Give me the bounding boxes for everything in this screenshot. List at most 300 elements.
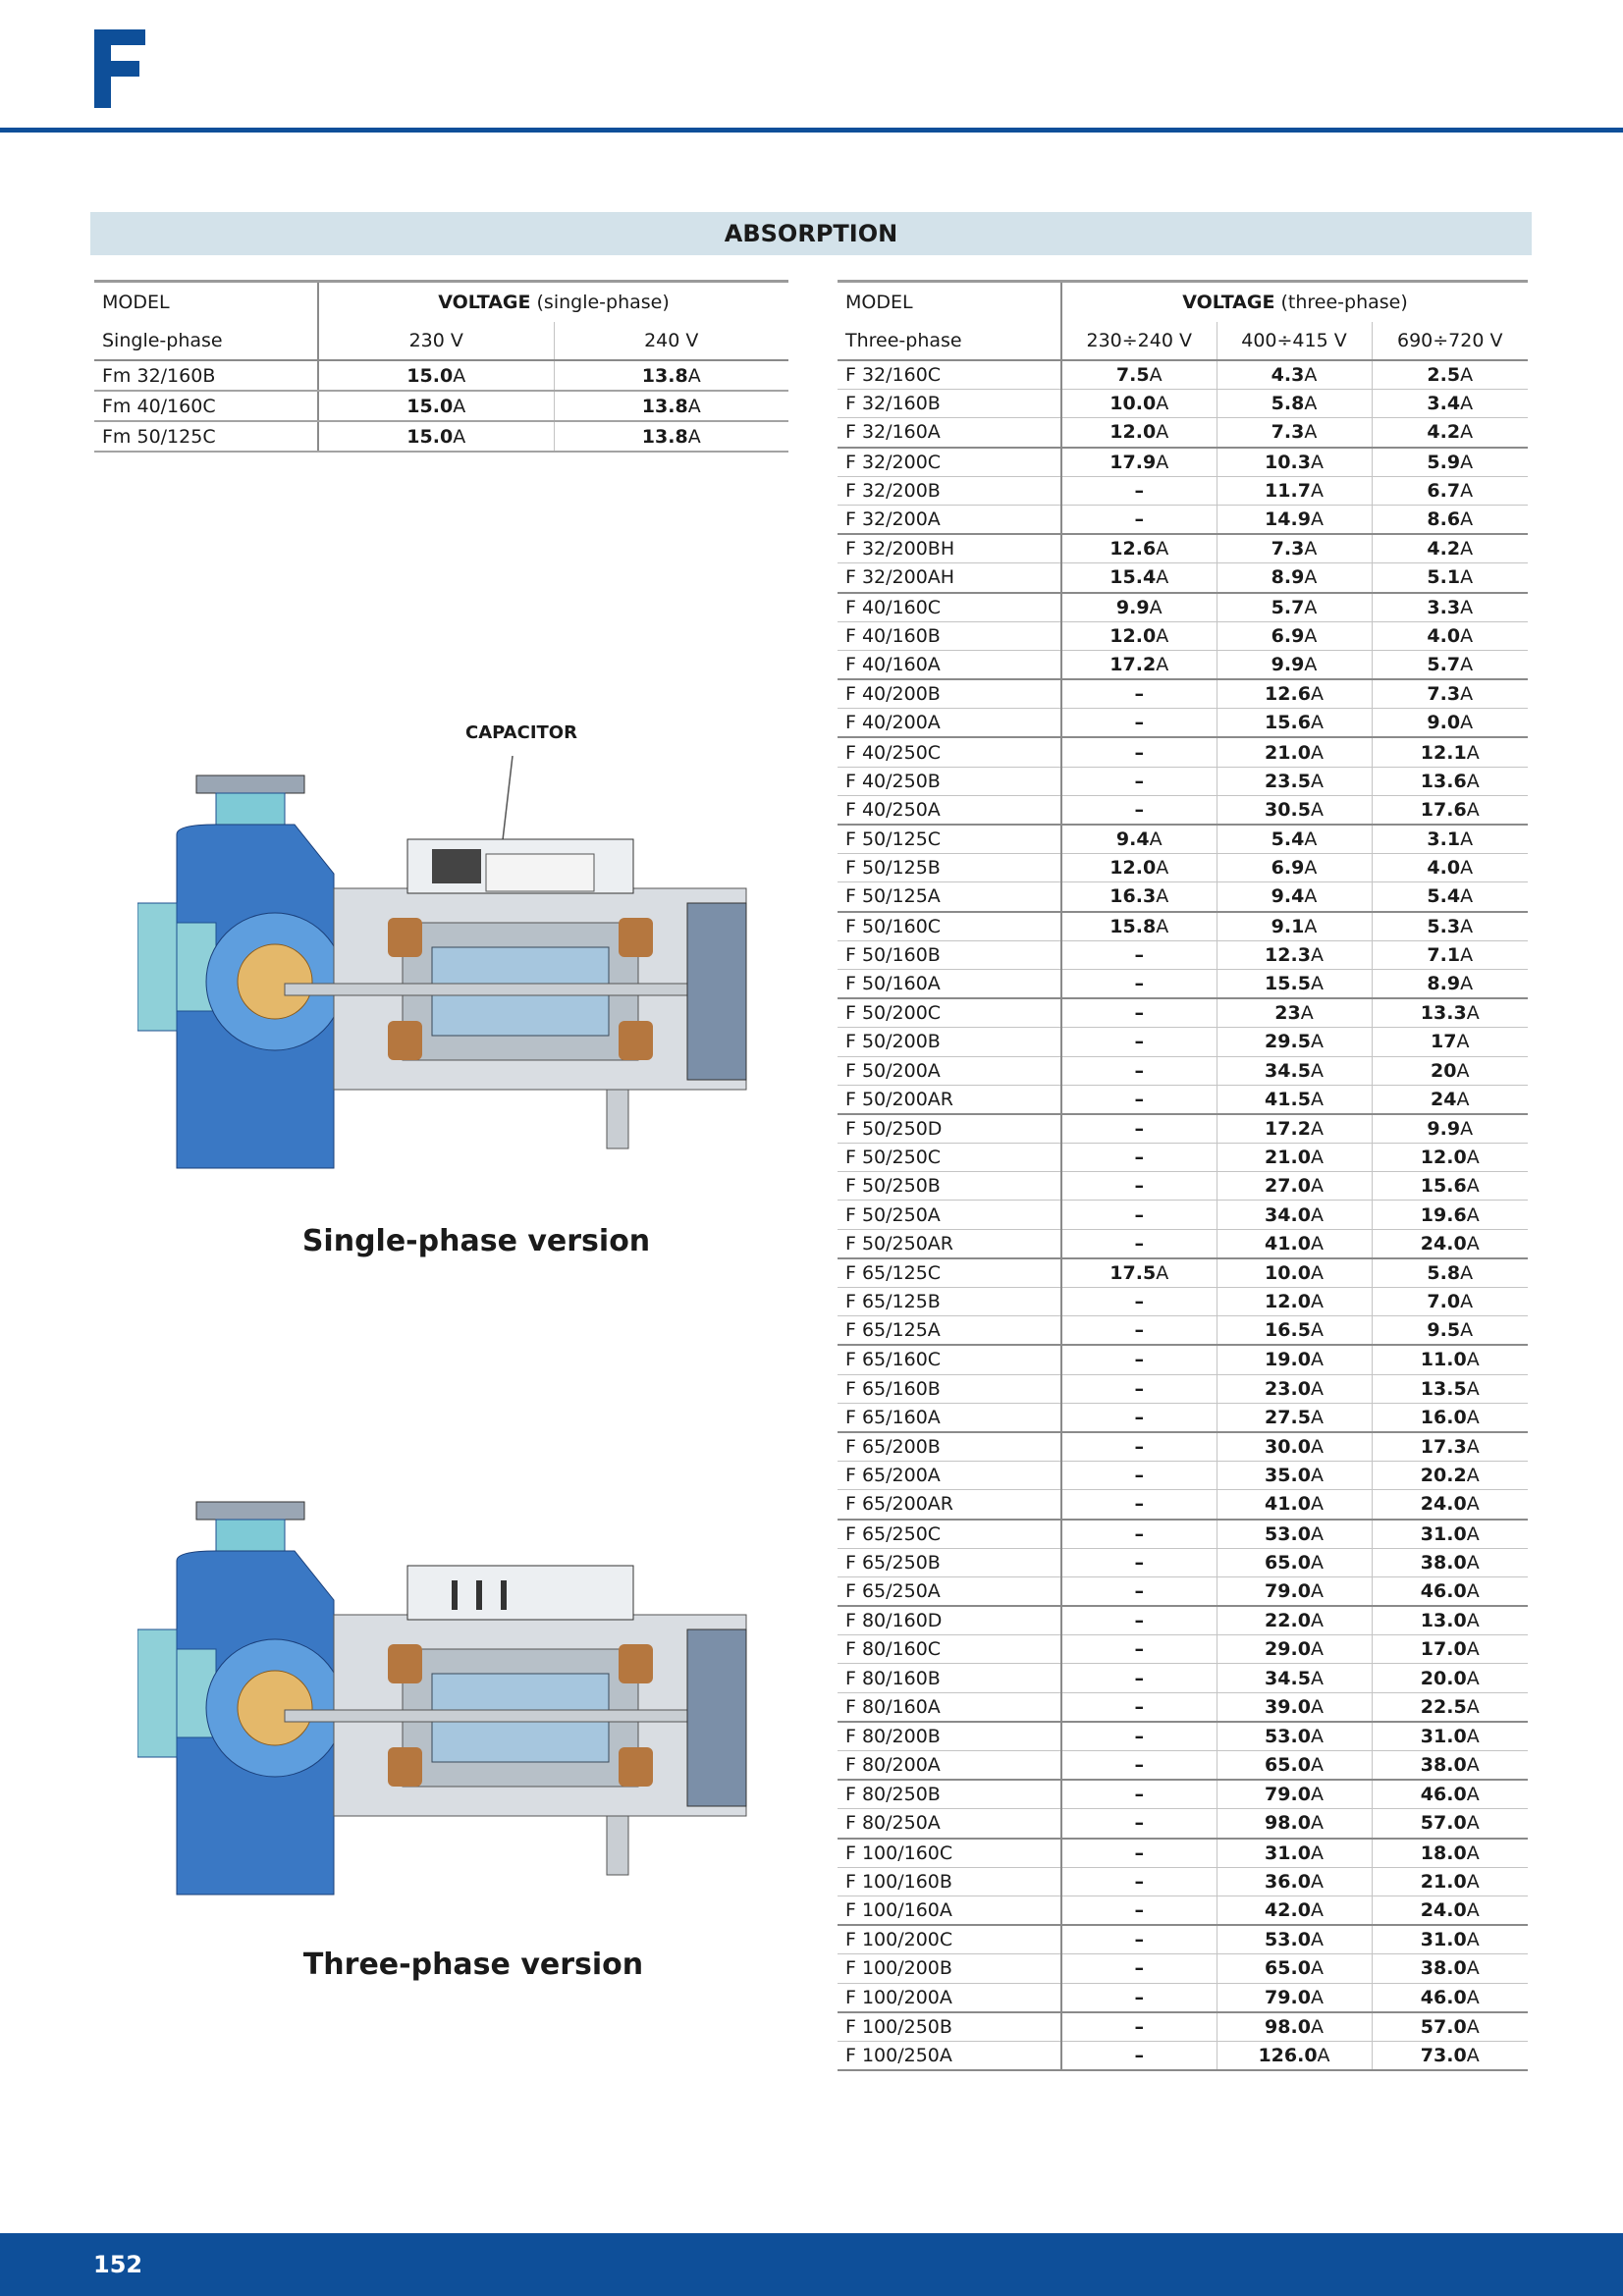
cell-model: F 65/250C xyxy=(838,1520,1061,1549)
cell-value: 38.0A xyxy=(1372,1954,1528,1983)
cell-value: 16.0A xyxy=(1372,1403,1528,1432)
table-row xyxy=(838,1576,1528,1606)
cell-value: 7.3A xyxy=(1217,418,1372,448)
cell-value: 15.8A xyxy=(1061,912,1217,941)
cell-model: F 65/250B xyxy=(838,1548,1061,1576)
cell-model: F 80/250A xyxy=(838,1809,1061,1839)
table-row xyxy=(838,737,1528,767)
three-phase-caption: Three-phase version xyxy=(302,1948,644,1982)
cell-value: 12.6A xyxy=(1217,679,1372,709)
cell-value: – xyxy=(1061,1606,1217,1635)
cell-value: 12.6A xyxy=(1061,534,1217,563)
table-row xyxy=(838,1896,1528,1925)
footer-bar xyxy=(0,2233,1623,2296)
table-row xyxy=(838,1548,1528,1576)
cell-model: F 50/125B xyxy=(838,854,1061,882)
table-row xyxy=(838,418,1528,448)
cell-model: F 40/250B xyxy=(838,767,1061,795)
table-row xyxy=(838,534,1528,563)
table-row xyxy=(838,1867,1528,1896)
cell-value: 12.0A xyxy=(1372,1144,1528,1172)
cell-model: F 32/160C xyxy=(838,360,1061,390)
table-row xyxy=(838,1722,1528,1751)
cell-value: – xyxy=(1061,1085,1217,1114)
cell-model: F 100/200B xyxy=(838,1954,1061,1983)
cell-value: – xyxy=(1061,505,1217,534)
cell-value: – xyxy=(1061,2012,1217,2042)
cell-value: 7.1A xyxy=(1372,940,1528,969)
cell-value: – xyxy=(1061,1201,1217,1229)
cell-value: 13.8A xyxy=(554,360,788,391)
cell-value: – xyxy=(1061,940,1217,969)
cell-value: 7.0A xyxy=(1372,1288,1528,1316)
sub-690-720v: 690÷720 V xyxy=(1372,322,1528,360)
cell-value: – xyxy=(1061,1374,1217,1403)
cell-value: 5.7A xyxy=(1217,593,1372,622)
cell-value: 13.0A xyxy=(1372,1606,1528,1635)
cell-model: F 100/160A xyxy=(838,1896,1061,1925)
page-number: 152 xyxy=(93,2251,143,2278)
cell-model: F 32/200A xyxy=(838,505,1061,534)
cell-value: 15.4A xyxy=(1061,563,1217,593)
cell-value: – xyxy=(1061,1780,1217,1809)
cell-value: 17.2A xyxy=(1061,650,1217,679)
table-row xyxy=(838,2041,1528,2070)
table-row xyxy=(838,882,1528,912)
cell-value: 6.9A xyxy=(1217,854,1372,882)
cell-value: 2.5A xyxy=(1372,360,1528,390)
cell-value: 9.5A xyxy=(1372,1316,1528,1346)
single-phase-caption: Single-phase version xyxy=(301,1224,651,1258)
cell-model: F 40/160C xyxy=(838,593,1061,622)
cell-value: 15.5A xyxy=(1217,969,1372,998)
table-row xyxy=(838,825,1528,854)
table-row xyxy=(94,360,788,391)
cell-value: 30.5A xyxy=(1217,795,1372,825)
cell-value: 8.9A xyxy=(1372,969,1528,998)
cell-value: – xyxy=(1061,1403,1217,1432)
table-row xyxy=(838,1780,1528,1809)
cell-value: 20A xyxy=(1372,1056,1528,1085)
cell-model: F 65/200B xyxy=(838,1432,1061,1462)
table-row xyxy=(838,1201,1528,1229)
cell-model: F 65/250A xyxy=(838,1576,1061,1606)
cell-value: 126.0A xyxy=(1217,2041,1372,2070)
cell-value: 57.0A xyxy=(1372,1809,1528,1839)
cell-model: F 65/160A xyxy=(838,1403,1061,1432)
motor-body xyxy=(285,1566,746,1875)
cell-value: 73.0A xyxy=(1372,2041,1528,2070)
table-row xyxy=(838,1490,1528,1520)
sub-model: Three-phase xyxy=(845,330,962,351)
table-row xyxy=(838,476,1528,505)
pump-volute xyxy=(137,775,344,1168)
pump-volute xyxy=(137,1502,344,1895)
cell-value: – xyxy=(1061,1809,1217,1839)
cell-value: 9.9A xyxy=(1372,1114,1528,1144)
table-row xyxy=(838,1056,1528,1085)
cell-model: F 32/160A xyxy=(838,418,1061,448)
cell-value: – xyxy=(1061,1056,1217,1085)
cell-value: 30.0A xyxy=(1217,1432,1372,1462)
cell-value: 65.0A xyxy=(1217,1954,1372,1983)
cell-model: F 65/125C xyxy=(838,1258,1061,1288)
motor-body xyxy=(285,839,746,1148)
cell-value: – xyxy=(1061,1925,1217,1954)
cell-value: 24.0A xyxy=(1372,1896,1528,1925)
cell-model: F 100/200C xyxy=(838,1925,1061,1954)
cell-value: 23A xyxy=(1217,998,1372,1028)
table-row xyxy=(838,1692,1528,1722)
single-phase-pump-illustration xyxy=(137,756,766,1178)
cell-value: 27.0A xyxy=(1217,1172,1372,1201)
cell-value: 22.0A xyxy=(1217,1606,1372,1635)
cell-value: 24A xyxy=(1372,1085,1528,1114)
cell-value: 46.0A xyxy=(1372,1780,1528,1809)
cell-value: 17.3A xyxy=(1372,1432,1528,1462)
cell-value: – xyxy=(1061,1316,1217,1346)
cell-value: 5.1A xyxy=(1372,563,1528,593)
cell-value: 5.8A xyxy=(1217,390,1372,418)
cell-value: 9.1A xyxy=(1217,912,1372,941)
cell-value: – xyxy=(1061,1692,1217,1722)
cell-model: F 50/250AR xyxy=(838,1229,1061,1258)
cell-value: 12.0A xyxy=(1061,621,1217,650)
cell-value: 13.5A xyxy=(1372,1374,1528,1403)
cell-model: F 32/200C xyxy=(838,448,1061,477)
cell-model: F 50/250A xyxy=(838,1201,1061,1229)
capacitor-label: CAPACITOR xyxy=(465,722,577,743)
cell-value: 3.3A xyxy=(1372,593,1528,622)
table-row xyxy=(838,1839,1528,1868)
cell-value: – xyxy=(1061,1144,1217,1172)
cell-model: F 50/125C xyxy=(838,825,1061,854)
table-row xyxy=(838,912,1528,941)
cell-model: F 100/250A xyxy=(838,2041,1061,2070)
cell-value: – xyxy=(1061,969,1217,998)
cell-value: 79.0A xyxy=(1217,1983,1372,2012)
cell-value: – xyxy=(1061,1114,1217,1144)
cell-model: F 100/200A xyxy=(838,1983,1061,2012)
table-row xyxy=(838,1954,1528,1983)
cell-value: 41.5A xyxy=(1217,1085,1372,1114)
cell-value: 79.0A xyxy=(1217,1576,1372,1606)
sub-230v: 230 V xyxy=(318,322,554,360)
cell-value: – xyxy=(1061,1229,1217,1258)
cell-value: 21.0A xyxy=(1372,1867,1528,1896)
cell-value: 38.0A xyxy=(1372,1751,1528,1781)
table-row xyxy=(838,390,1528,418)
cell-model: F 32/200B xyxy=(838,476,1061,505)
table-row xyxy=(838,621,1528,650)
sub-240v: 240 V xyxy=(554,322,788,360)
cell-value: 10.0A xyxy=(1217,1258,1372,1288)
cell-value: 15.0A xyxy=(318,391,554,421)
cell-value: 12.1A xyxy=(1372,737,1528,767)
cell-value: – xyxy=(1061,1722,1217,1751)
cell-model: F 50/200C xyxy=(838,998,1061,1028)
table-row xyxy=(838,1085,1528,1114)
cell-value: – xyxy=(1061,1839,1217,1868)
cell-value: 34.5A xyxy=(1217,1664,1372,1692)
cell-value: – xyxy=(1061,1576,1217,1606)
cell-value: 24.0A xyxy=(1372,1490,1528,1520)
cell-value: 31.0A xyxy=(1217,1839,1372,1868)
cell-value: – xyxy=(1061,2041,1217,2070)
cell-value: – xyxy=(1061,679,1217,709)
cell-value: 17A xyxy=(1372,1028,1528,1056)
cell-value: 4.2A xyxy=(1372,534,1528,563)
table-row xyxy=(838,1172,1528,1201)
cell-value: – xyxy=(1061,1520,1217,1549)
cell-model: Fm 32/160B xyxy=(94,360,318,391)
cell-value: 7.3A xyxy=(1372,679,1528,709)
cell-model: F 80/250B xyxy=(838,1780,1061,1809)
cell-value: 41.0A xyxy=(1217,1229,1372,1258)
cell-model: F 50/250C xyxy=(838,1144,1061,1172)
table-row xyxy=(94,421,788,452)
table-row xyxy=(838,1432,1528,1462)
table-row xyxy=(94,391,788,421)
cell-model: F 80/160C xyxy=(838,1635,1061,1664)
cell-value: – xyxy=(1061,1896,1217,1925)
cell-value: 79.0A xyxy=(1217,1780,1372,1809)
cell-value: 27.5A xyxy=(1217,1403,1372,1432)
table-row xyxy=(838,969,1528,998)
cell-value: – xyxy=(1061,1635,1217,1664)
cell-value: – xyxy=(1061,1664,1217,1692)
cell-value: 23.5A xyxy=(1217,767,1372,795)
cell-value: 16.5A xyxy=(1217,1316,1372,1346)
table-row xyxy=(838,1983,1528,2012)
cell-model: F 32/160B xyxy=(838,390,1061,418)
cell-value: – xyxy=(1061,1490,1217,1520)
single-phase-table xyxy=(94,280,788,453)
table-row xyxy=(838,1403,1528,1432)
cell-value: 9.9A xyxy=(1217,650,1372,679)
cell-value: 4.0A xyxy=(1372,854,1528,882)
cell-value: 15.6A xyxy=(1217,709,1372,738)
cell-value: – xyxy=(1061,795,1217,825)
cell-value: 9.0A xyxy=(1372,709,1528,738)
cell-value: 31.0A xyxy=(1372,1722,1528,1751)
cell-model: F 80/160B xyxy=(838,1664,1061,1692)
cell-model: F 100/160B xyxy=(838,1867,1061,1896)
cell-value: 19.0A xyxy=(1217,1345,1372,1374)
cell-value: 20.2A xyxy=(1372,1462,1528,1490)
cell-model: F 100/160C xyxy=(838,1839,1061,1868)
cell-value: – xyxy=(1061,1548,1217,1576)
cell-model: F 50/125A xyxy=(838,882,1061,912)
table-row xyxy=(838,709,1528,738)
cell-value: 35.0A xyxy=(1217,1462,1372,1490)
cell-model: F 32/200BH xyxy=(838,534,1061,563)
table-row xyxy=(838,1520,1528,1549)
cell-value: 5.7A xyxy=(1372,650,1528,679)
cell-value: – xyxy=(1061,1954,1217,1983)
cell-model: F 50/160B xyxy=(838,940,1061,969)
cell-value: 21.0A xyxy=(1217,737,1372,767)
cell-value: 11.7A xyxy=(1217,476,1372,505)
cell-model: F 40/200B xyxy=(838,679,1061,709)
cell-value: 24.0A xyxy=(1372,1229,1528,1258)
cell-value: – xyxy=(1061,1983,1217,2012)
cell-value: 3.4A xyxy=(1372,390,1528,418)
cell-value: 10.3A xyxy=(1217,448,1372,477)
cell-value: 5.8A xyxy=(1372,1258,1528,1288)
cell-model: Fm 50/125C xyxy=(94,421,318,452)
cell-value: 46.0A xyxy=(1372,1576,1528,1606)
table-row xyxy=(838,505,1528,534)
cell-model: F 65/200AR xyxy=(838,1490,1061,1520)
cell-value: 4.0A xyxy=(1372,621,1528,650)
cell-model: F 65/160C xyxy=(838,1345,1061,1374)
cell-value: 17.5A xyxy=(1061,1258,1217,1288)
cell-value: 34.5A xyxy=(1217,1056,1372,1085)
cell-model: F 40/200A xyxy=(838,709,1061,738)
cell-value: 39.0A xyxy=(1217,1692,1372,1722)
cell-value: 6.9A xyxy=(1217,621,1372,650)
table-row xyxy=(838,998,1528,1028)
cell-value: 13.3A xyxy=(1372,998,1528,1028)
cell-model: F 40/250A xyxy=(838,795,1061,825)
cell-value: 7.5A xyxy=(1061,360,1217,390)
table-row xyxy=(838,1028,1528,1056)
table-row xyxy=(838,1635,1528,1664)
cell-value: 23.0A xyxy=(1217,1374,1372,1403)
cell-value: 10.0A xyxy=(1061,390,1217,418)
three-phase-pump-illustration xyxy=(137,1492,766,1914)
cell-value: – xyxy=(1061,1867,1217,1896)
table-row xyxy=(838,1809,1528,1839)
cell-model: F 40/160A xyxy=(838,650,1061,679)
table-row xyxy=(838,679,1528,709)
cell-model: Fm 40/160C xyxy=(94,391,318,421)
table-row xyxy=(838,563,1528,593)
cell-value: 18.0A xyxy=(1372,1839,1528,1868)
cell-value: 13.8A xyxy=(554,391,788,421)
section-title: ABSORPTION xyxy=(90,212,1532,255)
table-row xyxy=(838,1288,1528,1316)
cell-model: F 50/200A xyxy=(838,1056,1061,1085)
cell-model: F 40/250C xyxy=(838,737,1061,767)
cell-value: 57.0A xyxy=(1372,2012,1528,2042)
cell-value: 15.0A xyxy=(318,421,554,452)
table-row xyxy=(838,360,1528,390)
cell-model: F 50/160A xyxy=(838,969,1061,998)
cell-value: 5.4A xyxy=(1217,825,1372,854)
cell-value: 22.5A xyxy=(1372,1692,1528,1722)
top-rule xyxy=(0,128,1623,133)
cell-value: 5.3A xyxy=(1372,912,1528,941)
cell-value: 34.0A xyxy=(1217,1201,1372,1229)
cell-model: F 80/200B xyxy=(838,1722,1061,1751)
cell-value: 38.0A xyxy=(1372,1548,1528,1576)
table-row xyxy=(838,767,1528,795)
cell-value: – xyxy=(1061,1751,1217,1781)
table-row xyxy=(838,1229,1528,1258)
col-model: MODEL xyxy=(102,292,170,313)
table-row xyxy=(838,1606,1528,1635)
table-row xyxy=(838,1462,1528,1490)
cell-value: 4.2A xyxy=(1372,418,1528,448)
cell-model: F 80/200A xyxy=(838,1751,1061,1781)
sub-model: Single-phase xyxy=(102,330,223,351)
cell-value: 16.3A xyxy=(1061,882,1217,912)
cell-model: F 80/160A xyxy=(838,1692,1061,1722)
cell-value: – xyxy=(1061,1288,1217,1316)
cell-value: – xyxy=(1061,737,1217,767)
cell-value: 4.3A xyxy=(1217,360,1372,390)
cell-value: 11.0A xyxy=(1372,1345,1528,1374)
cell-value: – xyxy=(1061,476,1217,505)
cell-model: F 65/160B xyxy=(838,1374,1061,1403)
cell-value: – xyxy=(1061,1432,1217,1462)
cell-value: – xyxy=(1061,1462,1217,1490)
cell-value: 46.0A xyxy=(1372,1983,1528,2012)
table-row xyxy=(838,795,1528,825)
cell-value: 17.9A xyxy=(1061,448,1217,477)
cell-value: 13.8A xyxy=(554,421,788,452)
cell-value: 12.3A xyxy=(1217,940,1372,969)
cell-value: – xyxy=(1061,998,1217,1028)
three-phase-table xyxy=(838,280,1528,2071)
cell-value: 5.4A xyxy=(1372,882,1528,912)
cell-model: F 32/200AH xyxy=(838,563,1061,593)
table-row xyxy=(838,593,1528,622)
cell-value: 15.0A xyxy=(318,360,554,391)
cell-value: 53.0A xyxy=(1217,1925,1372,1954)
table-row xyxy=(838,448,1528,477)
cell-value: 98.0A xyxy=(1217,2012,1372,2042)
cell-value: 98.0A xyxy=(1217,1809,1372,1839)
cell-value: 9.4A xyxy=(1061,825,1217,854)
cell-value: 17.2A xyxy=(1217,1114,1372,1144)
cell-value: 31.0A xyxy=(1372,1520,1528,1549)
table-row xyxy=(838,650,1528,679)
cell-value: – xyxy=(1061,1028,1217,1056)
table-row xyxy=(838,1316,1528,1346)
cell-value: – xyxy=(1061,1172,1217,1201)
cell-value: 65.0A xyxy=(1217,1751,1372,1781)
cell-value: 14.9A xyxy=(1217,505,1372,534)
table-row xyxy=(838,1664,1528,1692)
table-row xyxy=(838,1258,1528,1288)
table-row xyxy=(838,1374,1528,1403)
cell-value: 5.9A xyxy=(1372,448,1528,477)
sub-400-415v: 400÷415 V xyxy=(1217,322,1372,360)
cell-value: 6.7A xyxy=(1372,476,1528,505)
cell-value: 9.9A xyxy=(1061,593,1217,622)
cell-value: – xyxy=(1061,1345,1217,1374)
table-row xyxy=(838,2012,1528,2042)
cell-model: F 65/125B xyxy=(838,1288,1061,1316)
cell-value: 17.6A xyxy=(1372,795,1528,825)
cell-value: 53.0A xyxy=(1217,1722,1372,1751)
cell-value: – xyxy=(1061,767,1217,795)
table-row xyxy=(838,1114,1528,1144)
cell-value: 7.3A xyxy=(1217,534,1372,563)
cell-model: F 80/160D xyxy=(838,1606,1061,1635)
sub-230-240v: 230÷240 V xyxy=(1061,322,1217,360)
cell-value: 9.4A xyxy=(1217,882,1372,912)
cell-value: 42.0A xyxy=(1217,1896,1372,1925)
cell-value: 29.5A xyxy=(1217,1028,1372,1056)
cell-value: – xyxy=(1061,709,1217,738)
cell-value: 12.0A xyxy=(1217,1288,1372,1316)
cell-model: F 50/160C xyxy=(838,912,1061,941)
cell-value: 8.6A xyxy=(1372,505,1528,534)
